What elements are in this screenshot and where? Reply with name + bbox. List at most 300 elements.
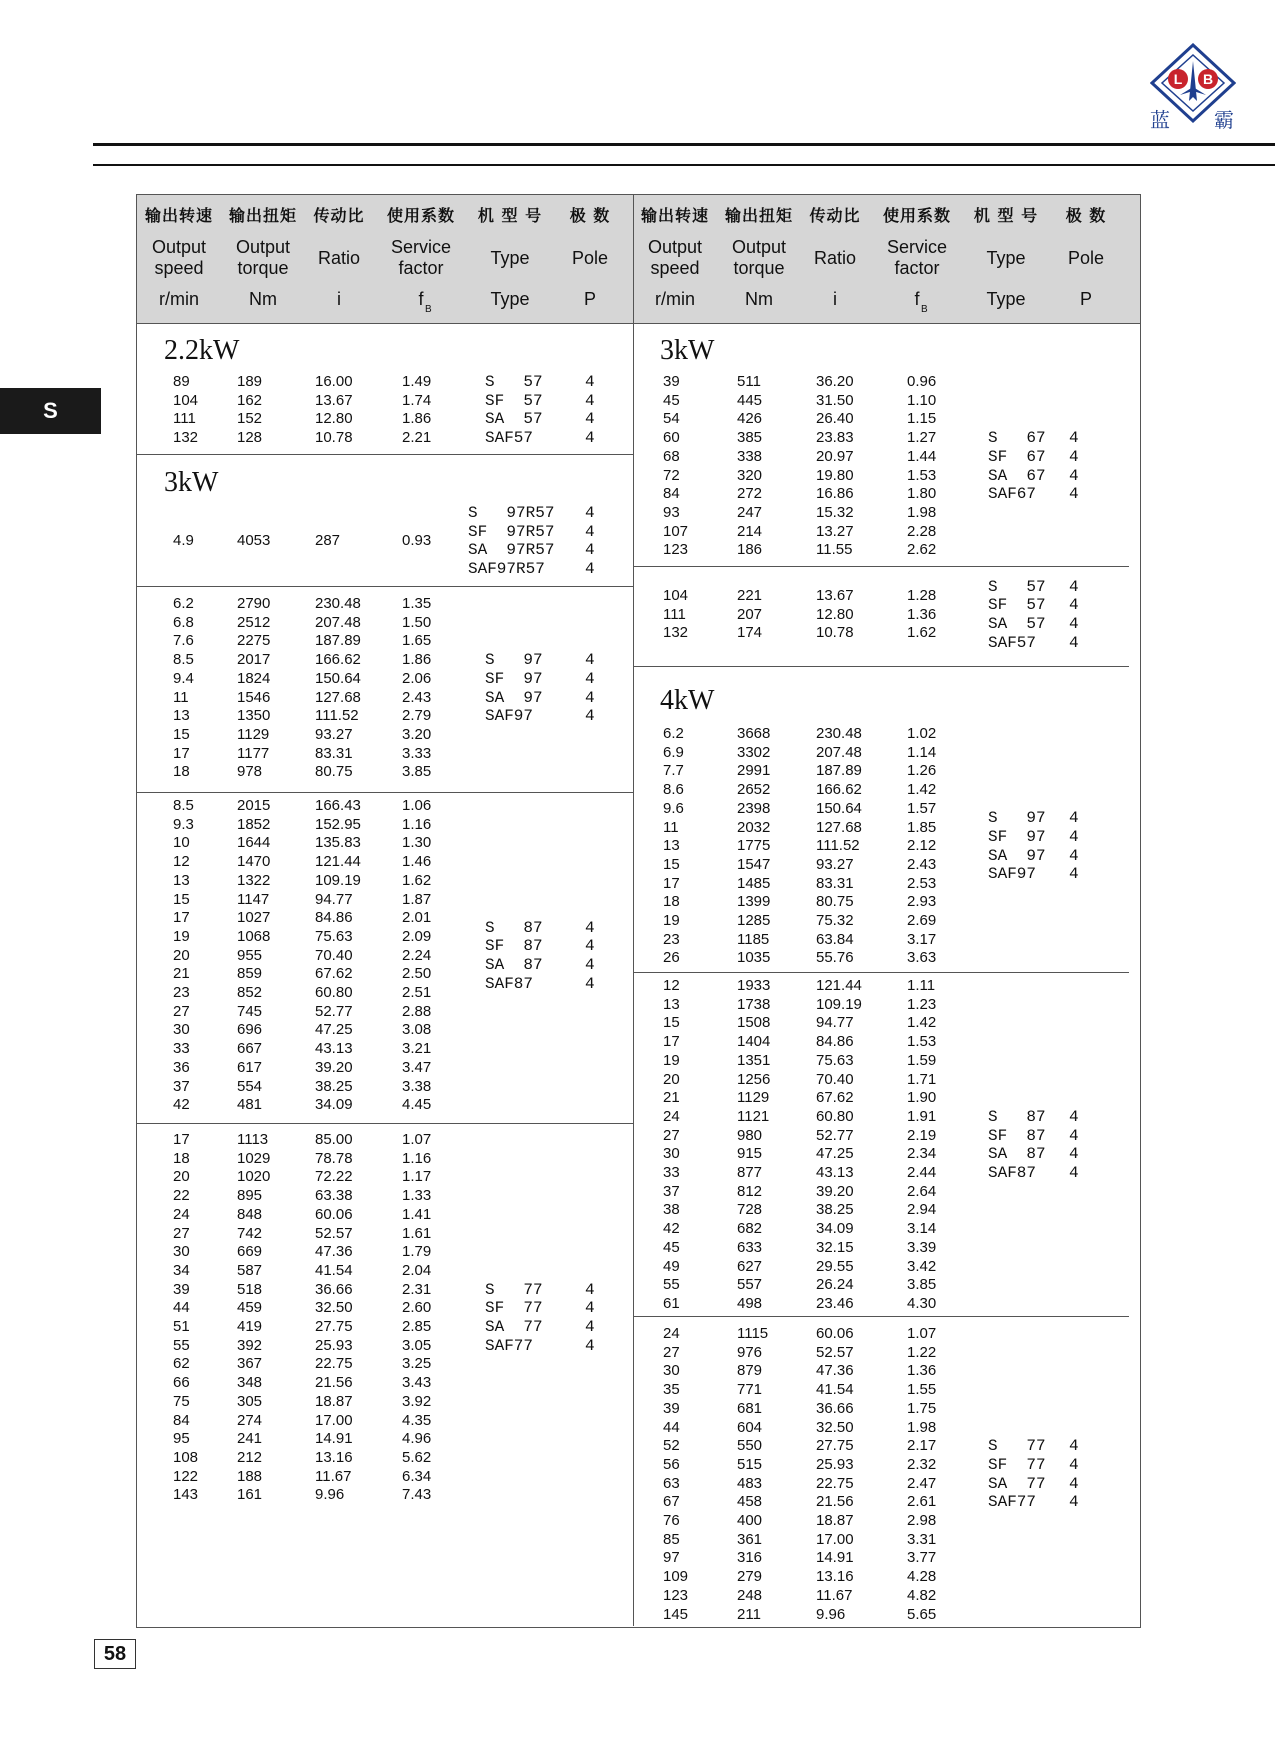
- service-factor-value: 1.06: [402, 797, 432, 814]
- ratio-value: 32.50: [315, 1299, 353, 1317]
- speed-value: 23: [173, 984, 190, 1001]
- speed-value: 17: [173, 1131, 190, 1148]
- speed-value: 24: [663, 1107, 680, 1125]
- group-separator: [137, 586, 633, 587]
- ratio-value: 207.48: [315, 613, 361, 631]
- pole-value: 4: [1069, 1437, 1079, 1456]
- torque-value: 633: [737, 1238, 763, 1256]
- ratio-value: 13.67: [816, 587, 854, 604]
- type-value: SF 57: [485, 391, 543, 410]
- speed-value: 8.6: [663, 781, 684, 799]
- speed-value: 27: [663, 1343, 680, 1361]
- speed-value: 15: [173, 890, 190, 908]
- ratio-value: 70.40: [315, 946, 353, 964]
- header-zh-left-5: 极 数: [569, 206, 611, 225]
- torque-value: 392: [237, 1336, 263, 1354]
- torque-value: 458: [737, 1493, 763, 1511]
- ratio-value: 60.80: [315, 984, 353, 1001]
- service-factor-value: 2.94: [907, 1201, 937, 1219]
- ratio-value: 47.25: [315, 1021, 353, 1039]
- ratio-value: 52.57: [315, 1224, 353, 1242]
- torque-value: 1404: [737, 1033, 771, 1051]
- pole-value: 4: [1069, 827, 1079, 846]
- ratio-value: 75.63: [816, 1051, 854, 1069]
- speed-value: 36: [173, 1058, 190, 1076]
- speed-value: 89: [173, 373, 190, 390]
- service-factor-value: 3.20: [402, 725, 432, 743]
- ratio-value: 36.20: [816, 373, 854, 390]
- ratio-value: 15.32: [816, 503, 854, 521]
- ratio-value: 23.83: [816, 429, 854, 447]
- service-factor-value: 4.82: [907, 1586, 937, 1604]
- service-factor-value: 1.42: [907, 781, 937, 799]
- pole-value: 4: [585, 707, 595, 726]
- torque-value: 2017: [237, 651, 271, 669]
- service-factor-value: 1.80: [907, 485, 937, 503]
- torque-value: 1546: [237, 688, 271, 706]
- torque-value: 2275: [237, 632, 271, 650]
- torque-value: 1852: [237, 815, 271, 833]
- torque-value: 161: [237, 1486, 263, 1504]
- torque-value: 1035: [737, 949, 771, 967]
- performance-table: [136, 194, 1141, 1628]
- torque-value: 385: [737, 429, 763, 447]
- speed-value: 9.6: [663, 799, 684, 817]
- service-factor-value: 2.19: [907, 1126, 937, 1144]
- type-value: SAF97R57: [468, 560, 545, 579]
- ratio-value: 84.86: [816, 1033, 854, 1051]
- type-value: S 77: [485, 1280, 543, 1299]
- service-factor-value: 1.36: [907, 1362, 937, 1380]
- service-factor-value: 3.31: [907, 1530, 937, 1548]
- service-factor-value: 1.65: [402, 632, 432, 650]
- group-separator: [137, 1123, 633, 1124]
- pole-value: 4: [1069, 1107, 1079, 1126]
- ratio-value: 25.93: [315, 1336, 353, 1354]
- torque-value: 2991: [737, 762, 771, 780]
- ratio-value: 85.00: [315, 1131, 353, 1148]
- ratio-value: 93.27: [315, 725, 353, 743]
- pole-value: 4: [585, 560, 595, 579]
- speed-value: 30: [663, 1362, 680, 1380]
- pole-value: 4: [585, 541, 595, 560]
- ratio-value: 187.89: [315, 632, 361, 650]
- header-en-left-5: [547, 235, 633, 281]
- service-factor-value: 1.11: [907, 977, 936, 994]
- torque-value: 1738: [737, 995, 771, 1013]
- speed-value: 6.9: [663, 743, 684, 761]
- speed-value: 33: [663, 1164, 680, 1181]
- service-factor-value: 3.38: [402, 1077, 432, 1095]
- speed-value: 11: [663, 818, 679, 836]
- service-factor-value: 5.62: [402, 1448, 432, 1466]
- pole-value: 4: [1069, 846, 1079, 865]
- ratio-value: 70.40: [816, 1070, 854, 1088]
- type-value: SA 97: [988, 846, 1046, 865]
- torque-value: 955: [237, 946, 263, 964]
- speed-value: 39: [663, 373, 680, 390]
- service-factor-value: 2.44: [907, 1164, 937, 1181]
- speed-value: 27: [663, 1126, 680, 1144]
- torque-value: 511: [737, 373, 761, 390]
- service-factor-value: 1.61: [402, 1224, 432, 1242]
- page-number: 58: [94, 1639, 136, 1669]
- power-heading: 2.2kW: [164, 335, 240, 366]
- ratio-value: 80.75: [315, 763, 353, 781]
- ratio-value: 67.62: [816, 1089, 854, 1107]
- speed-value: 18: [173, 1149, 190, 1167]
- pole-value: 4: [1069, 485, 1079, 504]
- speed-value: 51: [173, 1318, 190, 1335]
- pole-value: 4: [1069, 1474, 1079, 1493]
- type-value: SF 87: [485, 937, 543, 956]
- speed-value: 97: [663, 1549, 680, 1567]
- ratio-value: 26.40: [816, 410, 854, 428]
- ratio-value: 47.36: [816, 1362, 854, 1380]
- service-factor-value: 4.28: [907, 1568, 937, 1586]
- speed-value: 22: [173, 1187, 190, 1205]
- pole-value: 4: [585, 410, 595, 429]
- torque-value: 2015: [237, 797, 271, 814]
- ratio-value: 111.52: [816, 837, 860, 855]
- speed-value: 45: [663, 1238, 680, 1256]
- type-value: SF 77: [988, 1455, 1046, 1474]
- pole-value: 4: [585, 669, 595, 688]
- ratio-value: 41.54: [816, 1381, 854, 1399]
- type-value: SF 97: [988, 827, 1046, 846]
- speed-value: 20: [173, 946, 190, 964]
- type-value: S 87: [485, 918, 543, 937]
- torque-value: 2032: [737, 818, 771, 836]
- torque-value: 1177: [237, 744, 270, 762]
- service-factor-value: 1.86: [402, 410, 432, 428]
- speed-value: 95: [173, 1430, 190, 1448]
- service-factor-value: 1.74: [402, 391, 432, 409]
- pole-value: 4: [585, 1336, 595, 1355]
- ratio-value: 9.96: [315, 1486, 345, 1504]
- pole-value: 4: [585, 955, 595, 974]
- speed-value: 17: [663, 1033, 680, 1051]
- header-label: Output torque: [731, 237, 787, 278]
- speed-value: 111: [173, 410, 196, 428]
- ratio-value: 63.38: [315, 1187, 353, 1205]
- torque-value: 174: [737, 624, 763, 642]
- type-value: SF 77: [485, 1299, 543, 1318]
- ratio-value: 22.75: [816, 1474, 854, 1492]
- torque-value: 128: [237, 429, 263, 447]
- service-factor-value: 2.01: [402, 909, 432, 927]
- ratio-value: 60.06: [816, 1325, 854, 1342]
- speed-value: 21: [173, 965, 190, 983]
- torque-value: 272: [737, 485, 763, 503]
- type-value: SAF77: [988, 1493, 1037, 1512]
- type-value: S 97R57: [468, 503, 555, 522]
- header-units-left-1: Nm: [249, 289, 277, 309]
- torque-value: 1029: [237, 1149, 271, 1167]
- torque-value: 554: [237, 1077, 263, 1095]
- type-value: S 97: [988, 809, 1046, 828]
- ratio-value: 17.00: [816, 1530, 854, 1548]
- ratio-value: 38.25: [816, 1201, 854, 1219]
- service-factor-value: 1.98: [907, 503, 937, 521]
- speed-value: 6.2: [663, 725, 684, 742]
- service-factor-value: 1.02: [907, 725, 937, 742]
- speed-value: 66: [173, 1374, 190, 1392]
- ratio-value: 83.31: [816, 874, 854, 892]
- svg-text:L: L: [1173, 71, 1183, 87]
- service-factor-value: 1.44: [907, 447, 937, 465]
- service-factor-value: 1.50: [402, 613, 432, 631]
- group-separator: [137, 792, 633, 793]
- torque-value: 2512: [237, 613, 271, 631]
- speed-value: 85: [663, 1530, 680, 1548]
- pole-value: 4: [585, 651, 595, 670]
- torque-value: 361: [737, 1530, 763, 1548]
- speed-value: 67: [663, 1493, 680, 1511]
- speed-value: 38: [663, 1201, 680, 1219]
- torque-value: 557: [737, 1276, 763, 1294]
- type-value: SAF87: [485, 974, 534, 993]
- service-factor-value: 2.64: [907, 1182, 937, 1200]
- torque-value: 400: [737, 1512, 763, 1529]
- power-heading: 3kW: [164, 467, 219, 498]
- torque-value: 338: [737, 447, 763, 465]
- speed-value: 63: [663, 1474, 680, 1492]
- torque-value: 1824: [237, 669, 271, 687]
- pole-value: 4: [1069, 1455, 1079, 1474]
- pole-value: 4: [585, 522, 595, 541]
- torque-value: 667: [237, 1040, 263, 1058]
- header-en-right-5: [1043, 235, 1129, 281]
- speed-value: 123: [663, 541, 689, 559]
- ratio-value: 83.31: [315, 744, 353, 762]
- service-factor-value: 1.46: [402, 853, 432, 871]
- pole-value: 4: [585, 391, 595, 410]
- service-factor-value: 1.75: [907, 1399, 937, 1417]
- service-factor-value: 1.49: [402, 373, 432, 390]
- torque-value: 1121: [737, 1107, 770, 1125]
- ratio-value: 41.54: [315, 1261, 353, 1279]
- torque-value: 877: [737, 1164, 763, 1181]
- pole-value: 4: [1069, 1493, 1079, 1512]
- ratio-value: 9.96: [816, 1605, 846, 1623]
- torque-value: 1933: [737, 977, 771, 994]
- torque-value: 186: [737, 541, 763, 559]
- speed-value: 19: [173, 927, 190, 945]
- ratio-value: 34.09: [816, 1220, 854, 1238]
- speed-value: 19: [663, 1051, 680, 1069]
- service-factor-value: 4.35: [402, 1411, 432, 1429]
- type-value: SA 67: [988, 466, 1046, 485]
- ratio-value: 39.20: [816, 1182, 854, 1200]
- pole-value: 4: [1069, 615, 1079, 634]
- ratio-value: 52.57: [816, 1343, 854, 1361]
- header-label: Type: [490, 247, 530, 268]
- ratio-value: 47.25: [816, 1145, 854, 1163]
- type-value: SAF77: [485, 1336, 534, 1355]
- header-units-right-1: Nm: [745, 289, 773, 309]
- ratio-value: 32.50: [816, 1418, 854, 1436]
- ratio-value: 52.77: [816, 1126, 854, 1144]
- service-factor-value: 2.31: [402, 1280, 432, 1298]
- ratio-value: 60.06: [315, 1205, 353, 1223]
- pole-value: 4: [1069, 466, 1079, 485]
- pole-value: 4: [1069, 429, 1079, 448]
- speed-value: 60: [663, 429, 680, 447]
- ratio-value: 55.76: [816, 949, 854, 967]
- factor-subscript: B: [921, 304, 928, 315]
- speed-value: 6.8: [173, 613, 194, 631]
- service-factor-value: 2.24: [402, 946, 432, 964]
- service-factor-value: 1.07: [907, 1325, 937, 1342]
- header-units-right-4: Type: [986, 289, 1026, 309]
- table-header: [137, 195, 1140, 324]
- header-label: Pole: [571, 247, 609, 268]
- ratio-value: 16.00: [315, 373, 353, 390]
- ratio-value: 47.36: [315, 1243, 353, 1261]
- speed-value: 13: [663, 995, 680, 1013]
- torque-value: 1185: [737, 930, 770, 948]
- torque-value: 980: [737, 1126, 763, 1144]
- service-factor-value: 1.15: [907, 410, 937, 428]
- speed-value: 55: [173, 1336, 190, 1354]
- ratio-value: 127.68: [816, 818, 862, 836]
- torque-value: 1775: [737, 837, 771, 855]
- type-value: SF 97R57: [468, 522, 555, 541]
- type-value: SF 67: [988, 447, 1046, 466]
- service-factor-value: 3.05: [402, 1336, 432, 1354]
- service-factor-value: 1.98: [907, 1418, 937, 1436]
- service-factor-value: 1.14: [907, 743, 937, 761]
- service-factor-value: 1.26: [907, 762, 937, 780]
- service-factor-value: 1.85: [907, 818, 937, 836]
- speed-value: 132: [663, 624, 689, 642]
- ratio-value: 13.67: [315, 391, 353, 409]
- service-factor-value: 3.14: [907, 1220, 937, 1238]
- type-value: S 57: [988, 577, 1046, 596]
- header-zh-right-3: 使用系数: [882, 206, 951, 225]
- service-factor-value: 2.47: [907, 1474, 937, 1492]
- header-en-left-0: [137, 235, 221, 281]
- group-separator: [633, 972, 1129, 973]
- service-factor-value: 3.21: [402, 1040, 432, 1058]
- pole-value: 4: [585, 1299, 595, 1318]
- torque-value: 1547: [737, 855, 771, 873]
- pole-value: 4: [585, 503, 595, 522]
- service-factor-value: 1.91: [907, 1107, 937, 1125]
- header-en-left-3: [375, 235, 467, 281]
- torque-value: 681: [737, 1399, 763, 1417]
- torque-value: 214: [737, 522, 763, 540]
- pole-value: 4: [585, 937, 595, 956]
- service-factor-value: 3.08: [402, 1021, 432, 1039]
- ratio-value: 10.78: [816, 624, 854, 642]
- group-separator: [633, 1316, 1129, 1317]
- speed-value: 56: [663, 1455, 680, 1473]
- header-units-left-5: P: [583, 289, 596, 309]
- service-factor-value: 2.51: [402, 984, 432, 1001]
- ratio-value: 22.75: [315, 1355, 353, 1373]
- speed-value: 20: [173, 1168, 190, 1186]
- torque-value: 320: [737, 466, 763, 484]
- torque-value: 1129: [737, 1089, 770, 1107]
- service-factor-value: 1.79: [402, 1243, 432, 1261]
- factor-subscript: B: [425, 304, 432, 315]
- speed-value: 33: [173, 1040, 190, 1058]
- torque-value: 483: [737, 1474, 763, 1492]
- type-value: SAF57: [988, 633, 1037, 652]
- service-factor-value: 3.92: [402, 1392, 432, 1410]
- speed-value: 72: [663, 466, 680, 484]
- speed-value: 39: [663, 1399, 680, 1417]
- ratio-value: 14.91: [816, 1549, 854, 1567]
- pole-value: 4: [585, 688, 595, 707]
- service-factor-value: 2.60: [402, 1299, 432, 1317]
- speed-value: 109: [663, 1568, 689, 1586]
- speed-value: 30: [663, 1145, 680, 1163]
- torque-value: 419: [237, 1318, 263, 1335]
- service-factor-value: 3.17: [907, 930, 937, 948]
- torque-value: 604: [737, 1418, 763, 1436]
- speed-value: 17: [663, 874, 680, 892]
- torque-value: 426: [737, 410, 763, 428]
- pole-value: 4: [1069, 1145, 1079, 1164]
- speed-value: 27: [173, 1224, 190, 1242]
- speed-value: 15: [663, 1014, 680, 1032]
- torque-value: 3668: [737, 725, 771, 742]
- torque-value: 852: [237, 984, 263, 1001]
- header-label: Pole: [1067, 247, 1105, 268]
- pole-value: 4: [585, 974, 595, 993]
- header-label: Ratio: [813, 247, 857, 268]
- speed-value: 37: [663, 1182, 680, 1200]
- service-factor-value: 1.23: [907, 995, 937, 1013]
- torque-value: 1115: [737, 1325, 769, 1342]
- ratio-value: 19.80: [816, 466, 854, 484]
- service-factor-value: 1.90: [907, 1089, 937, 1107]
- group-separator: [633, 666, 1129, 667]
- torque-value: 367: [237, 1355, 263, 1373]
- torque-value: 728: [737, 1201, 763, 1219]
- ratio-value: 111.52: [315, 707, 359, 725]
- service-factor-value: 2.43: [907, 855, 937, 873]
- speed-value: 37: [173, 1077, 190, 1095]
- service-factor-value: 1.28: [907, 587, 937, 604]
- header-units-right-3: f: [914, 289, 920, 309]
- service-factor-value: 4.30: [907, 1294, 937, 1312]
- ratio-value: 121.44: [315, 853, 361, 871]
- type-value: SAF97: [485, 707, 534, 726]
- header-label: Output speed: [151, 237, 207, 278]
- ratio-value: 166.43: [315, 797, 361, 814]
- section-tab-s[interactable]: S: [0, 388, 101, 434]
- torque-value: 859: [237, 965, 263, 983]
- torque-value: 978: [237, 763, 263, 781]
- pole-value: 4: [1069, 447, 1079, 466]
- service-factor-value: 2.98: [907, 1512, 937, 1529]
- ratio-value: 21.56: [315, 1374, 353, 1392]
- pole-value: 4: [1069, 865, 1079, 884]
- ratio-value: 10.78: [315, 429, 353, 447]
- service-factor-value: 3.85: [402, 763, 432, 781]
- speed-value: 21: [663, 1089, 680, 1107]
- service-factor-value: 6.34: [402, 1467, 432, 1485]
- speed-value: 4.9: [173, 532, 194, 549]
- service-factor-value: 2.93: [907, 893, 937, 911]
- service-factor-value: 1.10: [907, 391, 937, 409]
- torque-value: 1508: [737, 1014, 771, 1032]
- speed-value: 30: [173, 1243, 190, 1261]
